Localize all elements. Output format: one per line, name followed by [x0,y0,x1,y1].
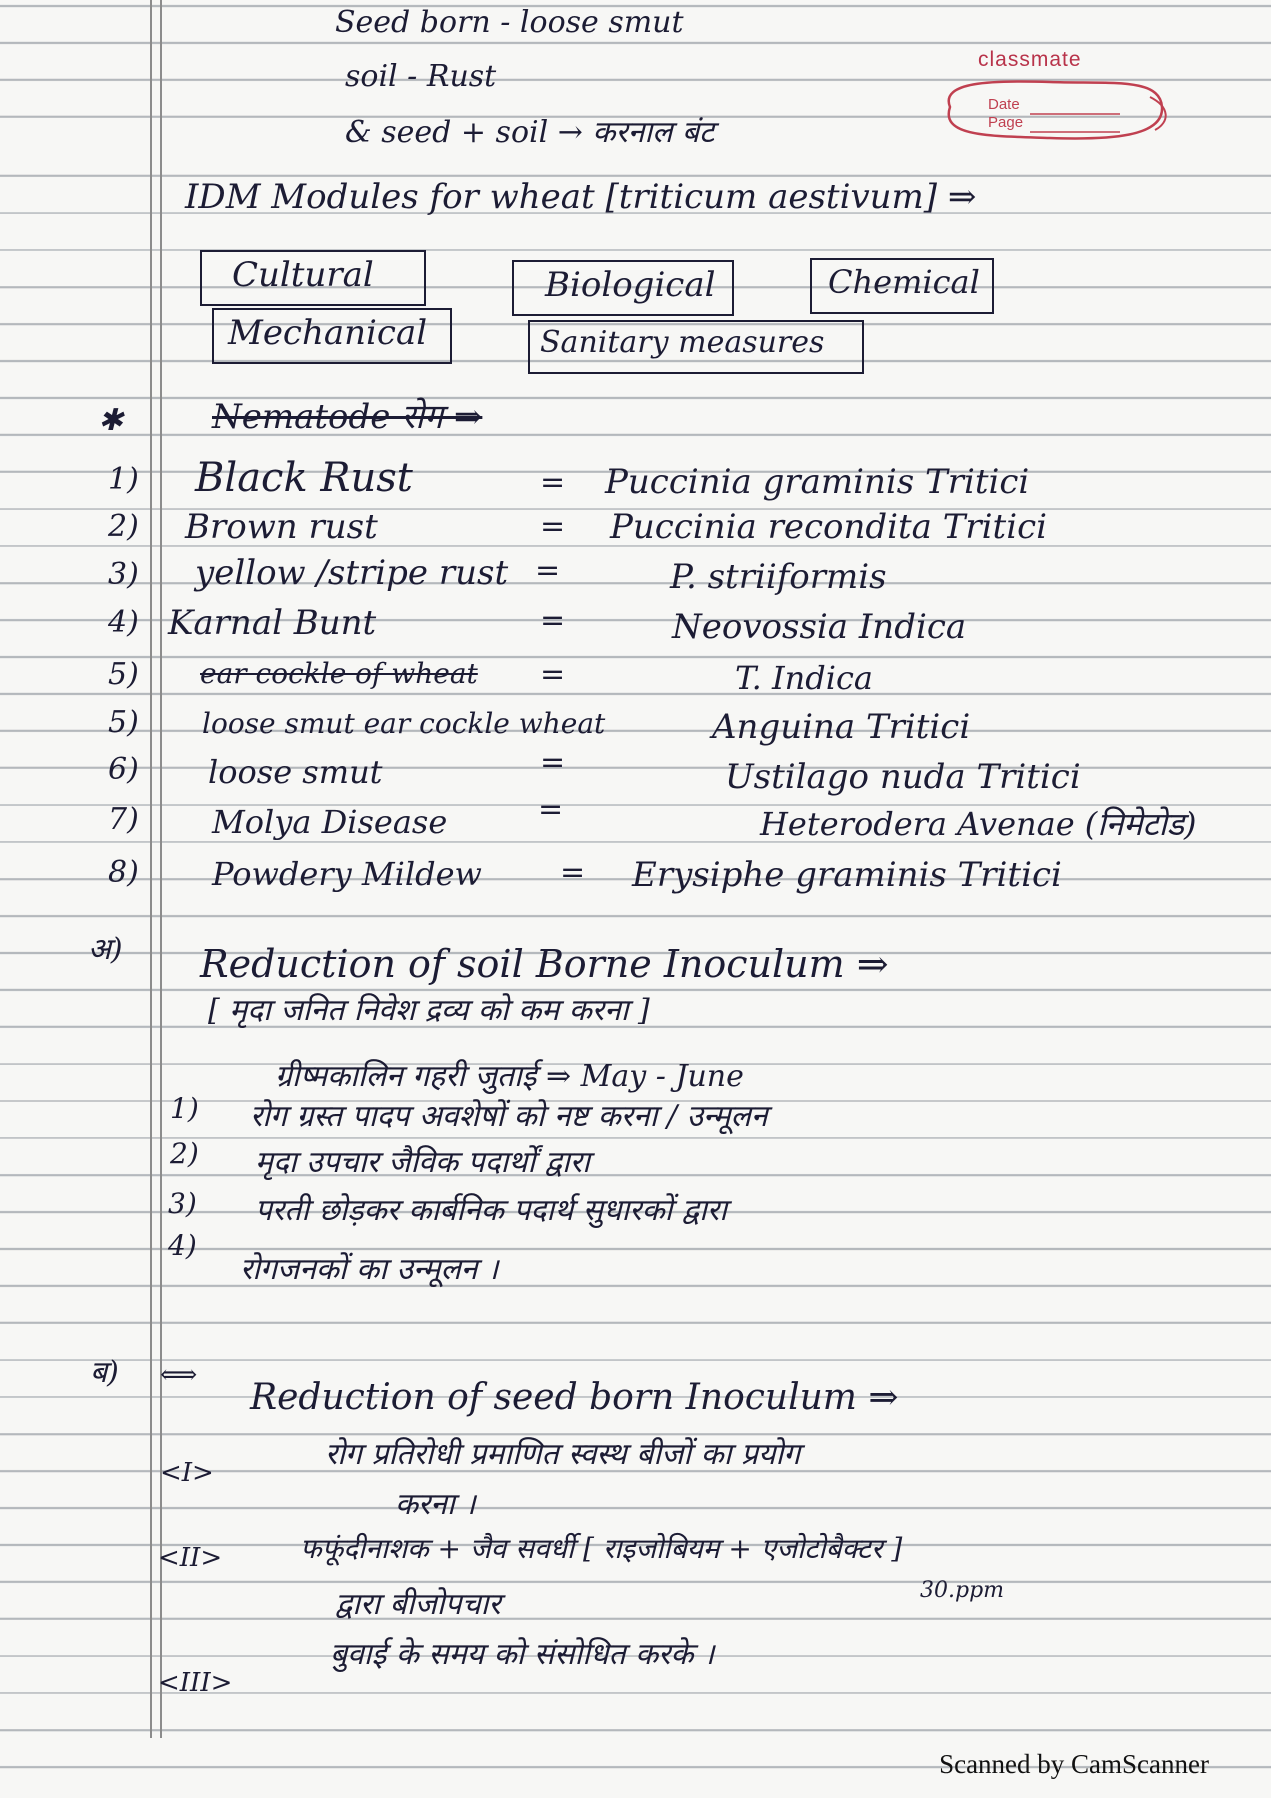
item-text: रोग प्रतिरोधी प्रमाणित स्वस्थ बीजों का प्रयोग [325,1437,801,1472]
disease-name: Black Rust [195,455,413,501]
equals-sign: = [540,745,566,780]
item-text: रोगजनकों का उन्मूलन । [240,1252,499,1287]
item-text: रोग ग्रस्त पादप अवशेषों को नष्ट करना / उन्मूलन [250,1099,768,1134]
date-label: Date [988,96,1020,113]
pathogen-name: Heterodera Avenae (निमेटोड) [760,805,1197,843]
star-icon: ✱ [98,403,124,438]
disease-name: ear cockle of wheat [200,657,478,690]
pathogen-name: Ustilago nuda Tritici [725,757,1081,797]
section-lead: ग्रीष्मकालिन गहरी जुताई ⇒ May - June [275,1059,744,1094]
pathogen-name: Neovossia Indica [672,607,967,647]
scanner-watermark: Scanned by CamScanner [939,1749,1209,1779]
item-text: बुवाई के समय को संसोधित करके । [330,1637,715,1672]
item-text: परती छोड़कर कार्बनिक पदार्थ सुधारकों द्वारा [255,1193,727,1228]
disease-name: Brown rust [185,507,378,547]
disease-name: loose smut ear cockle wheat [202,707,606,740]
page-label: Page [988,114,1024,131]
equals-sign: = [540,657,566,692]
disease-number: 1) [108,462,139,497]
module-label: Cultural [232,255,374,295]
item-number: <II> [158,1543,223,1573]
item-number: 3) [168,1187,197,1220]
logo-brand: classmate [978,48,1082,71]
section-marker: ब) [90,1355,119,1390]
pathogen-name: Puccinia graminis Tritici [605,462,1030,502]
module-label: Sanitary measures [540,325,825,360]
section-heading: Reduction of soil Borne Inoculum ⇒ [200,942,889,986]
module-label: Biological [545,265,716,305]
equals-sign: = [540,603,566,638]
section-heading: Reduction of seed born Inoculum ⇒ [250,1377,899,1418]
item-number: <III> [158,1668,233,1698]
disease-name: Powdery Mildew [212,855,482,893]
pathogen-name: T. Indica [735,659,873,697]
equals-sign: = [540,465,566,500]
pathogen-name: Puccinia recondita Tritici [610,507,1048,547]
item-number: 4) [168,1229,197,1262]
section-subheading: [ मृदा जनित निवेश द्रव्य को कम करना ] [208,993,650,1028]
disease-number: 5) [108,705,139,740]
header-note-1: Seed born - loose smut [335,5,684,40]
equals-sign: = [538,792,564,827]
item-text: फफूंदीनाशक + जैव सवर्धी [ राइजोबियम + एजोटोबैक्टर ] [300,1532,903,1565]
disease-name: Molya Disease [212,803,448,841]
module-label: Mechanical [228,313,428,353]
disease-number: 4) [108,605,139,640]
section-marker: अ) [88,932,123,967]
module-label: Chemical [828,263,980,301]
disease-number: 7) [108,802,139,837]
item-continuation: करना । [395,1487,476,1522]
classmate-logo [930,48,1180,152]
item-number: 1) [170,1092,199,1125]
nematode-heading: Nematode रोग ⇒ [212,397,483,437]
equals-sign: = [535,553,561,588]
item-text: मृदा उपचार जैविक पदार्थों द्वारा [255,1145,590,1180]
disease-name: Karnal Bunt [168,603,377,643]
disease-name: loose smut [208,753,383,791]
disease-name: yellow /stripe rust [195,553,509,593]
pathogen-name: Erysiphe graminis Tritici [632,855,1062,895]
pathogen-name: P. striiformis [670,557,887,597]
equals-sign: = [560,855,586,890]
header-note-2: soil - Rust [345,59,497,94]
disease-number: 8) [108,855,139,890]
page-title: IDM Modules for wheat [triticum aestivum] ⇒ [185,177,977,217]
item-continuation: द्वारा बीजोपचार [335,1587,501,1622]
disease-number: 2) [108,509,139,544]
disease-number: 5) [108,657,139,692]
equals-sign: = [540,509,566,544]
margin-line [150,0,152,1738]
disease-number: 6) [108,752,139,787]
arrow-icon: ⟺ [160,1360,198,1390]
header-note-3: & seed + soil → करनाल बंट [345,115,715,150]
disease-number: 3) [108,557,139,592]
pathogen-name: Anguina Tritici [712,707,971,747]
item-number: <I> [160,1458,214,1488]
dosage-note: 30.ppm [920,1578,1005,1603]
item-number: 2) [170,1137,199,1170]
